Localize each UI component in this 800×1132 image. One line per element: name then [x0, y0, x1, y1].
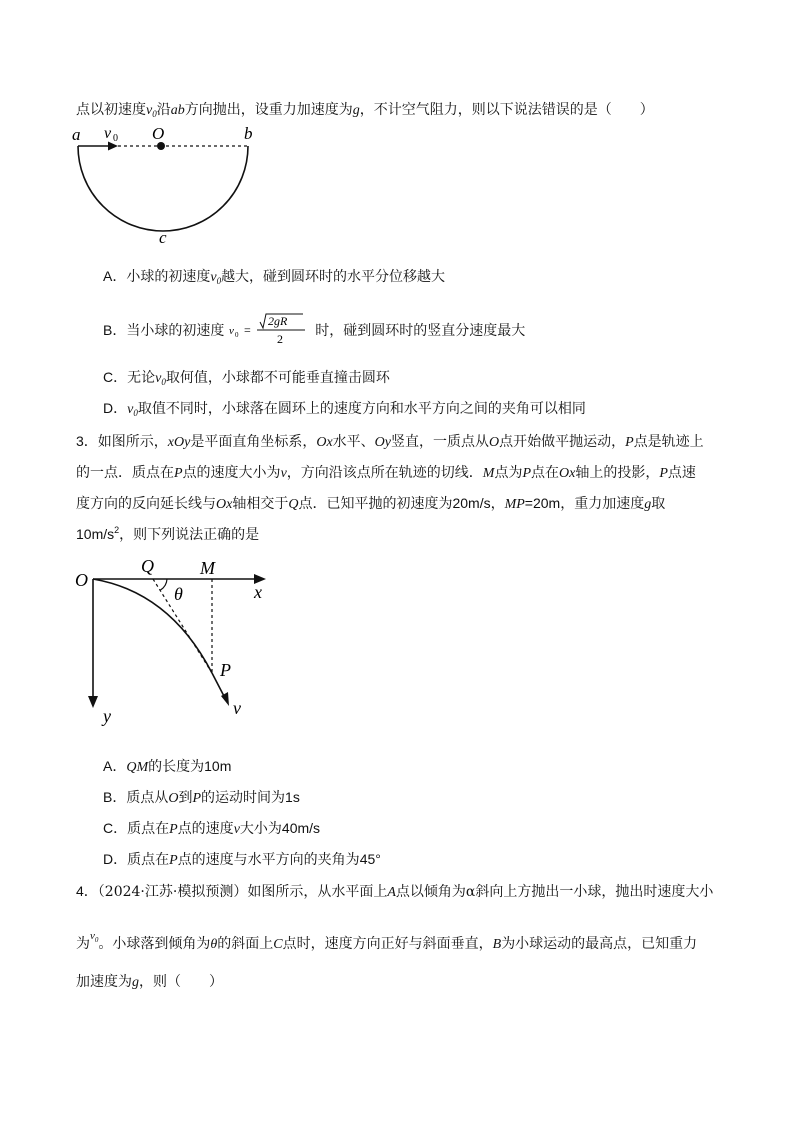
- q3-text: 点．已知平抛的初速度为: [298, 496, 453, 512]
- option-text: 点的速度: [177, 821, 234, 837]
- q3-text: 点是轨迹上: [633, 434, 704, 450]
- var-v: v: [233, 822, 240, 837]
- theta-angle-arc: [161, 579, 168, 590]
- var-v0-sub: 0: [216, 276, 222, 286]
- var-P: P: [522, 466, 532, 481]
- q3-text: ，: [490, 496, 505, 512]
- var-C: C: [273, 937, 283, 952]
- var-theta: θ: [210, 937, 218, 952]
- trajectory-curve: [93, 579, 212, 673]
- q3-text: 竖直，一质点从: [391, 434, 489, 450]
- option-label: D．: [103, 400, 128, 416]
- var-P: P: [659, 466, 668, 481]
- formula-denominator: 2: [276, 332, 283, 346]
- var-Ox: Ox: [559, 466, 576, 481]
- option-text: 大小为: [239, 821, 282, 837]
- var-v0-sub: 0: [152, 109, 157, 119]
- var-v0-sub: 0: [161, 377, 166, 387]
- option-text: 质点在: [127, 821, 170, 837]
- option-label: B．: [103, 322, 127, 338]
- q2-stem-text: 点以初速度: [76, 102, 146, 118]
- label-v0: v: [104, 125, 112, 142]
- option-label: A．: [103, 758, 127, 774]
- q3-text: 轴上的投影，: [575, 465, 660, 481]
- q3-text: 点为: [494, 465, 523, 481]
- q4-stem-line-2: [76, 930, 697, 953]
- var-P: P: [169, 822, 178, 837]
- q3-text: 度方向的反向延长线与: [76, 496, 216, 512]
- option-value: 40m/s: [281, 820, 321, 836]
- option-text: 当小球的初速度: [126, 323, 225, 339]
- var-P: P: [169, 853, 178, 868]
- q4-text: 为: [76, 936, 90, 952]
- q4-text: 点时，速度方向正好与斜面垂直，: [282, 936, 493, 952]
- option-value: 1s: [285, 789, 300, 805]
- q2-option-d: [103, 398, 586, 418]
- var-Ox: Ox: [316, 435, 333, 450]
- q3-text: 取: [651, 496, 666, 512]
- var-v: v: [280, 466, 287, 481]
- var-Q: Q: [288, 497, 299, 512]
- option-text: 取值不同时，小球落在圆环上的速度方向和水平方向之间的夹角可以相同: [137, 401, 586, 417]
- option-label: C．: [103, 820, 128, 836]
- label-O: O: [75, 570, 88, 590]
- option-label: C．: [103, 369, 128, 385]
- q3-stem-line-2: [76, 462, 696, 482]
- var-v0: v: [155, 371, 162, 386]
- option-label: B．: [103, 789, 127, 805]
- value-gravity-exponent: 2: [114, 525, 120, 535]
- var-v0: v: [90, 930, 95, 942]
- var-Oy: Oy: [374, 435, 391, 450]
- formula-equals: =: [243, 323, 251, 337]
- formula-v: v: [228, 325, 234, 337]
- var-A: A: [387, 885, 396, 900]
- q2-stem: [76, 99, 654, 119]
- value-MP: =20m: [524, 495, 561, 511]
- var-v0: v: [210, 270, 217, 285]
- q3-option-b: [103, 787, 300, 807]
- y-axis-arrowhead: [88, 696, 98, 708]
- label-x: x: [254, 582, 262, 602]
- q3-text: 点的速度大小为: [182, 465, 281, 481]
- q4-text: 为小球运动的最高点，已知重力: [501, 936, 698, 952]
- var-xOy: xOy: [167, 435, 191, 450]
- q4-stem-line-3: [76, 971, 223, 991]
- option-text: 时，碰到圆环时的竖直分速度最大: [315, 323, 526, 339]
- var-P: P: [174, 466, 183, 481]
- q4-text: （2024·江苏·模拟预测）如图所示，从水平面上: [97, 884, 388, 900]
- q3-text: 轴相交于: [232, 496, 289, 512]
- label-b: b: [244, 124, 253, 143]
- option-text: 越大，碰到圆环时的水平分位移越大: [221, 269, 446, 285]
- semicircle-arc: [78, 146, 248, 231]
- var-g: g: [132, 975, 139, 990]
- label-v0-sub: 0: [113, 133, 118, 144]
- q3-option-d: [103, 849, 381, 869]
- q3-option-a: [103, 756, 231, 776]
- q3-stem-line-3: [76, 493, 665, 513]
- q3-text: ，则下列说法正确的是: [119, 527, 260, 543]
- var-v0-sub: 0: [94, 936, 99, 944]
- value-gravity: 10m/s: [76, 526, 115, 542]
- q3-text: 的一点．质点在: [76, 465, 174, 481]
- var-P: P: [625, 435, 634, 450]
- option-text: 的运动时间为: [201, 790, 286, 806]
- var-g: g: [352, 103, 360, 118]
- var-M: M: [482, 466, 495, 481]
- q2-semicircle-figure: [66, 120, 266, 245]
- q3-text: 如图所示，: [97, 434, 168, 450]
- q3-text: 点开始做平抛运动，: [499, 434, 626, 450]
- label-O: O: [152, 124, 165, 143]
- q3-stem-line-1: [76, 431, 704, 451]
- option-text: 点的速度与水平方向的夹角为: [177, 852, 360, 868]
- var-B: B: [492, 937, 502, 952]
- q3-text: 是平面直角坐标系，: [190, 434, 317, 450]
- q2-option-c: [103, 367, 390, 387]
- label-v: v: [233, 698, 241, 718]
- var-P: P: [192, 791, 202, 806]
- q4-text: ，则（ ）: [139, 974, 223, 990]
- q4-text: 。小球落到倾角为: [98, 936, 211, 952]
- q4-text: 加速度为: [76, 974, 132, 990]
- q4-text: 点以倾角为α斜向上方抛出一小球，抛出时速度大小: [395, 884, 714, 900]
- option-text: 质点在: [127, 852, 170, 868]
- var-v0: v: [146, 103, 153, 118]
- q3-projectile-figure: [70, 552, 280, 732]
- option-text: 的长度为: [148, 759, 205, 775]
- label-theta: θ: [174, 584, 183, 604]
- option-text: 无论: [127, 370, 156, 386]
- q3-text: ，重力加速度: [560, 496, 645, 512]
- var-ab: ab: [170, 103, 185, 118]
- q3-text: ，方向沿该点所在轨迹的切线．: [286, 465, 483, 481]
- option-text: 到: [178, 790, 193, 806]
- label-M: M: [200, 558, 215, 578]
- value-initial-velocity: 20m/s: [452, 495, 491, 511]
- q4-text: 的斜面上: [217, 936, 274, 952]
- option-value: 10m: [204, 758, 232, 774]
- q3-stem-line-4: [76, 524, 259, 544]
- label-c: c: [159, 228, 167, 245]
- var-QM: QM: [126, 760, 149, 775]
- q2-stem-text: 方向抛出，设重力加速度为: [184, 102, 353, 118]
- q3-option-c: [103, 818, 320, 838]
- option-text: 小球的初速度: [126, 269, 211, 285]
- option-label: A．: [103, 268, 127, 284]
- var-g: g: [644, 497, 652, 512]
- label-y: y: [103, 706, 111, 726]
- question-number: 3．: [76, 433, 98, 449]
- q2-option-b: [103, 312, 525, 346]
- q2-stem-text: 沿: [156, 102, 171, 118]
- var-Ox: Ox: [216, 497, 233, 512]
- formula-numerator: 2gR: [267, 314, 288, 328]
- formula-v-sub: 0: [234, 331, 239, 339]
- q3-text: 点速: [667, 465, 696, 481]
- label-P: P: [220, 660, 231, 680]
- q2-option-a: [103, 266, 445, 286]
- var-O: O: [489, 435, 500, 450]
- q2-stem-text: ，不计空气阻力，则以下说法错误的是（ ）: [359, 102, 654, 118]
- q4-stem-line-1: [76, 881, 713, 901]
- center-point-O: [157, 142, 165, 150]
- question-number: 4．: [76, 883, 98, 899]
- option-text: 取何值，小球都不可能垂直撞击圆环: [165, 370, 390, 386]
- label-a: a: [72, 125, 81, 144]
- formula-v0-sqrt2gR-over-2: [229, 312, 311, 348]
- option-value: 45°: [359, 851, 381, 867]
- var-v0: v: [127, 402, 134, 417]
- var-MP: MP: [504, 497, 525, 512]
- var-O: O: [168, 791, 179, 806]
- q3-text: 点在: [531, 465, 560, 481]
- label-Q: Q: [141, 556, 154, 576]
- option-text: 质点从: [126, 790, 169, 806]
- q3-text: 水平、: [332, 434, 375, 450]
- var-v0-sub: 0: [133, 408, 138, 418]
- option-label: D．: [103, 851, 128, 867]
